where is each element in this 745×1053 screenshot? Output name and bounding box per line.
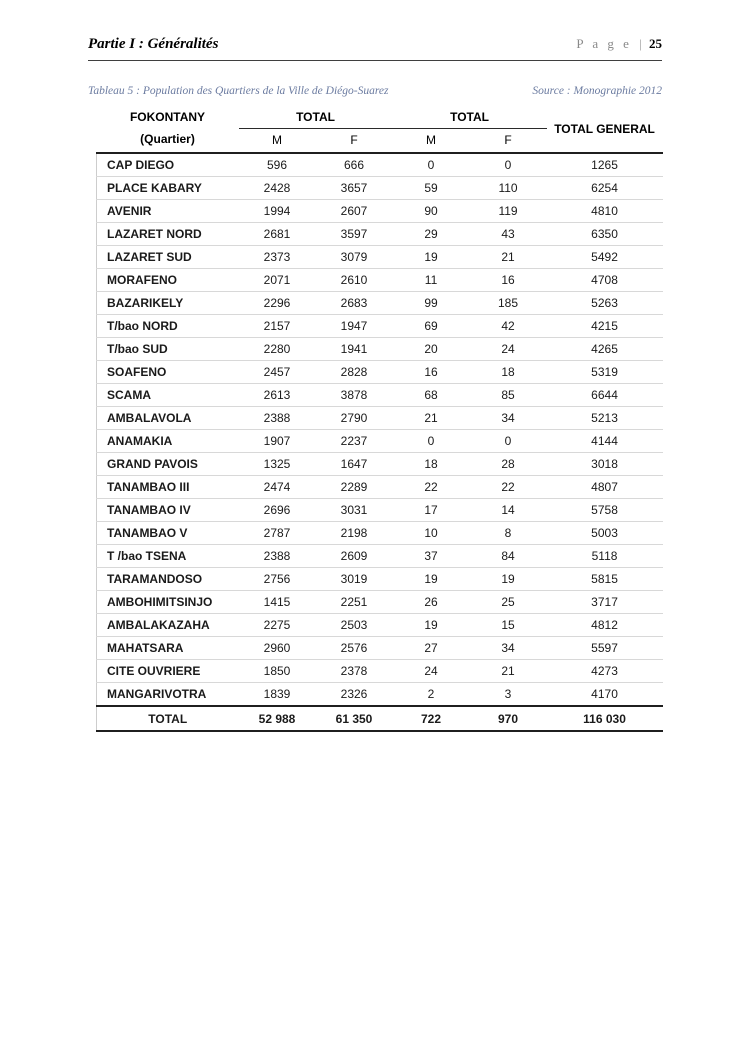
- total-row-m1: 52 988: [239, 706, 316, 731]
- row-f2: 42: [470, 315, 547, 338]
- row-m1: 2388: [239, 407, 316, 430]
- row-f2: 185: [470, 292, 547, 315]
- row-quartier: T /bao TSENA: [97, 545, 239, 568]
- table-row: [97, 522, 663, 545]
- row-f1: 3019: [316, 568, 393, 591]
- row-total-general: 5263: [547, 292, 663, 315]
- row-quartier: AMBALAVOLA: [97, 407, 239, 430]
- row-f2: 21: [470, 660, 547, 683]
- row-f1: 2378: [316, 660, 393, 683]
- row-total-general: 4273: [547, 660, 663, 683]
- row-m1: 1907: [239, 430, 316, 453]
- table-row: [97, 499, 663, 522]
- row-m2: 24: [393, 660, 470, 683]
- row-f1: 2251: [316, 591, 393, 614]
- table-source: Source : Monographie 2012: [532, 85, 662, 97]
- row-m1: 1994: [239, 200, 316, 223]
- row-total-general: 4265: [547, 338, 663, 361]
- row-m2: 16: [393, 361, 470, 384]
- table-row: [97, 683, 663, 707]
- row-quartier: MORAFENO: [97, 269, 239, 292]
- row-m2: 59: [393, 177, 470, 200]
- row-quartier: TANAMBAO V: [97, 522, 239, 545]
- row-quartier: T/bao NORD: [97, 315, 239, 338]
- row-quartier: GRAND PAVOIS: [97, 453, 239, 476]
- row-total-general: 6644: [547, 384, 663, 407]
- table-row: [97, 315, 663, 338]
- row-f2: 28: [470, 453, 547, 476]
- col-header-total-general: TOTAL GENERAL: [547, 105, 663, 153]
- sub-header-f1: F: [316, 129, 393, 154]
- row-f1: 1941: [316, 338, 393, 361]
- row-f1: 2503: [316, 614, 393, 637]
- row-total-general: 4144: [547, 430, 663, 453]
- row-quartier: AVENIR: [97, 200, 239, 223]
- table-row: [97, 430, 663, 453]
- row-m1: 596: [239, 153, 316, 177]
- row-f2: 24: [470, 338, 547, 361]
- row-f1: 1947: [316, 315, 393, 338]
- table-row: [97, 177, 663, 200]
- row-m1: 1850: [239, 660, 316, 683]
- total-row: [97, 706, 663, 731]
- row-f1: 2607: [316, 200, 393, 223]
- row-m1: 2280: [239, 338, 316, 361]
- row-f2: 119: [470, 200, 547, 223]
- row-m1: 2428: [239, 177, 316, 200]
- row-f1: 3878: [316, 384, 393, 407]
- row-f2: 0: [470, 430, 547, 453]
- col-header-quartier-line2: (Quartier): [140, 131, 195, 146]
- table-header: [97, 105, 663, 153]
- row-total-general: 4807: [547, 476, 663, 499]
- row-quartier: TARAMANDOSO: [97, 568, 239, 591]
- row-m1: 2696: [239, 499, 316, 522]
- row-quartier: CAP DIEGO: [97, 153, 239, 177]
- row-quartier: MAHATSARA: [97, 637, 239, 660]
- row-total-general: 1265: [547, 153, 663, 177]
- row-quartier: SOAFENO: [97, 361, 239, 384]
- col-header-fokontany: [97, 105, 239, 153]
- row-quartier: TANAMBAO IV: [97, 499, 239, 522]
- table-row: [97, 200, 663, 223]
- row-total-general: 5118: [547, 545, 663, 568]
- total-row-general: 116 030: [547, 706, 663, 731]
- table-row: [97, 568, 663, 591]
- row-total-general: 4708: [547, 269, 663, 292]
- row-m1: 2457: [239, 361, 316, 384]
- row-total-general: 6350: [547, 223, 663, 246]
- total-row-f1: 61 350: [316, 706, 393, 731]
- table-row: [97, 637, 663, 660]
- row-quartier: PLACE KABARY: [97, 177, 239, 200]
- row-f2: 14: [470, 499, 547, 522]
- row-f1: 2576: [316, 637, 393, 660]
- row-m2: 99: [393, 292, 470, 315]
- row-f1: 2683: [316, 292, 393, 315]
- row-f1: 3597: [316, 223, 393, 246]
- row-m1: 2388: [239, 545, 316, 568]
- row-total-general: 4170: [547, 683, 663, 707]
- row-total-general: 5319: [547, 361, 663, 384]
- row-m2: 90: [393, 200, 470, 223]
- total-row-f2: 970: [470, 706, 547, 731]
- population-table: [96, 105, 663, 732]
- row-f1: 3031: [316, 499, 393, 522]
- row-quartier: LAZARET SUD: [97, 246, 239, 269]
- table-row: [97, 269, 663, 292]
- table-caption: Tableau 5 : Population des Quartiers de la Ville de Diégo-Suarez: [88, 85, 389, 97]
- row-m1: 1415: [239, 591, 316, 614]
- col-header-fokontany-line1: FOKONTANY: [129, 109, 206, 124]
- row-m2: 27: [393, 637, 470, 660]
- row-m1: 2296: [239, 292, 316, 315]
- page-header: [88, 36, 662, 61]
- row-total-general: 5758: [547, 499, 663, 522]
- row-f2: 85: [470, 384, 547, 407]
- row-m2: 20: [393, 338, 470, 361]
- row-quartier: LAZARET NORD: [97, 223, 239, 246]
- row-m1: 2474: [239, 476, 316, 499]
- page-content: [88, 36, 662, 732]
- row-m2: 18: [393, 453, 470, 476]
- total-row-label: TOTAL: [97, 706, 239, 731]
- row-m1: 2960: [239, 637, 316, 660]
- row-quartier: MANGARIVOTRA: [97, 683, 239, 707]
- row-quartier: AMBOHIMITSINJO: [97, 591, 239, 614]
- section-title: Partie I : Généralités: [88, 36, 219, 52]
- col-header-total-2: TOTAL: [393, 105, 547, 129]
- table-row: [97, 338, 663, 361]
- row-f1: 2790: [316, 407, 393, 430]
- row-f1: 2237: [316, 430, 393, 453]
- row-f1: 2610: [316, 269, 393, 292]
- row-quartier: AMBALAKAZAHA: [97, 614, 239, 637]
- row-f1: 3079: [316, 246, 393, 269]
- row-m1: 2157: [239, 315, 316, 338]
- sub-header-f2: F: [470, 129, 547, 154]
- sub-header-m1: M: [239, 129, 316, 154]
- row-f2: 110: [470, 177, 547, 200]
- row-m2: 21: [393, 407, 470, 430]
- row-m1: 2071: [239, 269, 316, 292]
- row-m1: 2613: [239, 384, 316, 407]
- row-total-general: 3717: [547, 591, 663, 614]
- row-m2: 0: [393, 430, 470, 453]
- row-f2: 16: [470, 269, 547, 292]
- page-number: 25: [649, 36, 662, 51]
- row-m1: 1325: [239, 453, 316, 476]
- row-quartier: ANAMAKIA: [97, 430, 239, 453]
- row-quartier: CITE OUVRIERE: [97, 660, 239, 683]
- table-row: [97, 361, 663, 384]
- row-m2: 10: [393, 522, 470, 545]
- row-total-general: 4215: [547, 315, 663, 338]
- row-m2: 11: [393, 269, 470, 292]
- table-row: [97, 591, 663, 614]
- row-m2: 26: [393, 591, 470, 614]
- row-m2: 0: [393, 153, 470, 177]
- table-row: [97, 614, 663, 637]
- row-quartier: T/bao SUD: [97, 338, 239, 361]
- table-caption-row: [88, 85, 662, 97]
- table-row: [97, 545, 663, 568]
- row-f2: 25: [470, 591, 547, 614]
- sub-header-m2: M: [393, 129, 470, 154]
- row-f2: 19: [470, 568, 547, 591]
- row-m2: 37: [393, 545, 470, 568]
- row-total-general: 4812: [547, 614, 663, 637]
- row-total-general: 5492: [547, 246, 663, 269]
- row-f2: 18: [470, 361, 547, 384]
- row-total-general: 5597: [547, 637, 663, 660]
- row-total-general: 5213: [547, 407, 663, 430]
- row-f1: 2828: [316, 361, 393, 384]
- row-m2: 19: [393, 614, 470, 637]
- row-quartier: SCAMA: [97, 384, 239, 407]
- page-separator: |: [639, 36, 642, 51]
- table-row: [97, 292, 663, 315]
- row-f2: 21: [470, 246, 547, 269]
- table-row: [97, 476, 663, 499]
- table-row: [97, 407, 663, 430]
- row-f2: 22: [470, 476, 547, 499]
- row-m1: 2275: [239, 614, 316, 637]
- row-total-general: 3018: [547, 453, 663, 476]
- table-row: [97, 223, 663, 246]
- table-row: [97, 384, 663, 407]
- row-f1: 666: [316, 153, 393, 177]
- total-row-m2: 722: [393, 706, 470, 731]
- table-row: [97, 660, 663, 683]
- table-row: [97, 246, 663, 269]
- row-quartier: BAZARIKELY: [97, 292, 239, 315]
- page-label: P a g e: [576, 36, 632, 51]
- row-m2: 69: [393, 315, 470, 338]
- row-f1: 2609: [316, 545, 393, 568]
- row-f1: 1647: [316, 453, 393, 476]
- row-total-general: 5003: [547, 522, 663, 545]
- col-header-total-1: TOTAL: [239, 105, 393, 129]
- row-total-general: 6254: [547, 177, 663, 200]
- row-m1: 1839: [239, 683, 316, 707]
- row-f1: 2198: [316, 522, 393, 545]
- row-total-general: 5815: [547, 568, 663, 591]
- table-body: [97, 153, 663, 706]
- row-m2: 19: [393, 568, 470, 591]
- row-total-general: 4810: [547, 200, 663, 223]
- row-f2: 84: [470, 545, 547, 568]
- row-f2: 34: [470, 407, 547, 430]
- row-f2: 43: [470, 223, 547, 246]
- table-row: [97, 153, 663, 177]
- row-f2: 15: [470, 614, 547, 637]
- row-m1: 2787: [239, 522, 316, 545]
- row-f2: 0: [470, 153, 547, 177]
- table-footer: [97, 706, 663, 731]
- row-m2: 68: [393, 384, 470, 407]
- row-f1: 2289: [316, 476, 393, 499]
- row-m2: 22: [393, 476, 470, 499]
- table-row: [97, 453, 663, 476]
- row-m2: 19: [393, 246, 470, 269]
- row-f2: 34: [470, 637, 547, 660]
- row-f2: 8: [470, 522, 547, 545]
- row-m2: 2: [393, 683, 470, 707]
- row-m1: 2373: [239, 246, 316, 269]
- row-f2: 3: [470, 683, 547, 707]
- row-quartier: TANAMBAO III: [97, 476, 239, 499]
- row-m1: 2756: [239, 568, 316, 591]
- row-m1: 2681: [239, 223, 316, 246]
- page-number-block: [576, 36, 662, 52]
- row-f1: 2326: [316, 683, 393, 707]
- row-m2: 17: [393, 499, 470, 522]
- row-f1: 3657: [316, 177, 393, 200]
- row-m2: 29: [393, 223, 470, 246]
